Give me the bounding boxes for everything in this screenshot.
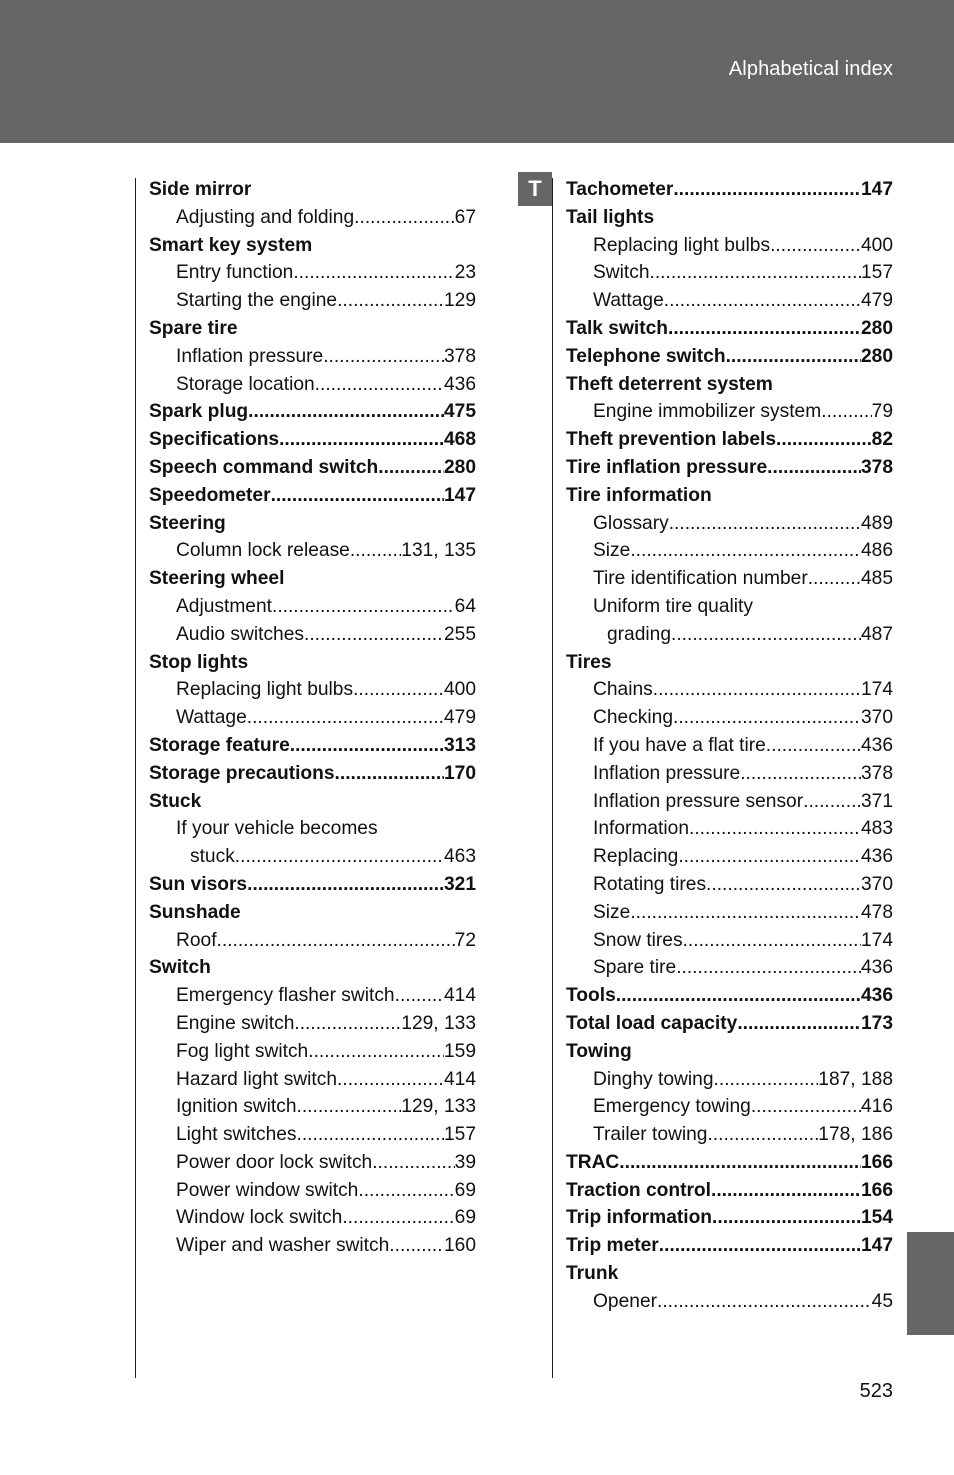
entry-term: Total load capacity <box>566 1012 738 1034</box>
dot-leader <box>726 343 861 371</box>
index-entry <box>566 426 893 454</box>
entry-term: Checking <box>593 707 673 729</box>
index-subentry <box>566 510 893 538</box>
dot-leader <box>630 537 861 565</box>
entry-page-number: 436 <box>443 373 476 395</box>
entry-page-number: 173 <box>860 1012 893 1034</box>
entry-term: Tire identification number <box>593 568 808 590</box>
index-entry <box>566 1232 893 1260</box>
index-subentry <box>566 259 893 287</box>
dot-leader <box>619 1149 861 1177</box>
index-subentry <box>149 371 476 399</box>
entry-page-number: 489 <box>860 512 893 534</box>
entry-term: Switch <box>593 262 650 284</box>
entry-term: Entry function <box>176 262 294 284</box>
entry-page-number: 436 <box>860 846 893 868</box>
dot-leader <box>766 732 861 760</box>
index-entry <box>566 1149 893 1177</box>
entry-page-number: 129, 133 <box>401 1096 476 1118</box>
entry-term: Trunk <box>566 1263 619 1285</box>
entry-page-number: 159 <box>443 1040 476 1062</box>
entry-page-number: 23 <box>454 262 476 284</box>
entry-term: Adjustment <box>176 595 272 617</box>
entry-term: Speech command switch <box>149 456 379 478</box>
dot-leader <box>706 871 861 899</box>
entry-page-number: 400 <box>860 234 893 256</box>
index-subentry <box>566 1093 893 1121</box>
index-entry <box>566 1010 893 1038</box>
index-entry <box>149 315 476 343</box>
dot-leader <box>272 593 455 621</box>
entry-page-number: 67 <box>454 206 476 228</box>
index-subentry <box>149 1038 476 1066</box>
thumb-index-tab <box>907 1232 954 1335</box>
dot-leader <box>290 732 444 760</box>
entry-term: Spare tire <box>593 957 677 979</box>
entry-page-number: 147 <box>860 1235 893 1257</box>
entry-term: Theft prevention labels <box>566 429 777 451</box>
entry-term: If you have a flat tire <box>593 734 766 756</box>
dot-leader <box>821 398 871 426</box>
entry-term: Inflation pressure <box>593 762 741 784</box>
entry-term: Trip meter <box>566 1235 659 1257</box>
entry-page-number: 414 <box>443 1068 476 1090</box>
index-entry <box>566 649 893 677</box>
dot-leader <box>271 482 444 510</box>
left-column-rule <box>135 178 136 1378</box>
section-letter-tab: T <box>518 172 552 206</box>
entry-page-number: 414 <box>443 985 476 1007</box>
index-subentry <box>566 871 893 899</box>
dot-leader <box>354 204 455 232</box>
index-entry <box>149 510 476 538</box>
entry-term: Wattage <box>176 707 247 729</box>
index-subentry <box>566 1066 893 1094</box>
entry-term: Emergency flasher switch <box>176 985 395 1007</box>
page-header-title: Alphabetical index <box>728 58 893 80</box>
entry-term: stuck <box>190 846 235 868</box>
dot-leader <box>304 621 444 649</box>
index-subentry <box>566 1121 893 1149</box>
entry-term: If your vehicle becomes <box>176 818 378 840</box>
entry-page-number: 487 <box>860 623 893 645</box>
entry-term: Theft deterrent system <box>566 373 773 395</box>
entry-term: Roof <box>176 929 217 951</box>
entry-page-number: 416 <box>860 1096 893 1118</box>
index-subentry <box>566 537 893 565</box>
entry-page-number: 280 <box>443 456 476 478</box>
entry-page-number: 45 <box>871 1290 893 1312</box>
entry-term: Towing <box>566 1040 632 1062</box>
index-entry <box>149 871 476 899</box>
entry-term: Tires <box>566 651 612 673</box>
header-band <box>0 0 954 143</box>
entry-page-number: 69 <box>454 1179 476 1201</box>
entry-term: Engine switch <box>176 1012 295 1034</box>
entry-term: grading <box>607 623 672 645</box>
dot-leader <box>673 704 861 732</box>
dot-leader <box>395 982 444 1010</box>
index-entry <box>566 176 893 204</box>
entry-page-number: 436 <box>860 734 893 756</box>
index-subentry <box>149 1149 476 1177</box>
index-subentry <box>149 1232 476 1260</box>
dot-leader <box>248 398 444 426</box>
entry-term: Fog light switch <box>176 1040 309 1062</box>
entry-term: Emergency towing <box>593 1096 751 1118</box>
entry-term: Power door lock switch <box>176 1151 373 1173</box>
index-subentry <box>149 1121 476 1149</box>
entry-page-number: 255 <box>443 623 476 645</box>
entry-term: Steering wheel <box>149 568 285 590</box>
dot-leader <box>247 871 444 899</box>
entry-page-number: 371 <box>860 790 893 812</box>
entry-page-number: 72 <box>454 929 476 951</box>
entry-term: Engine immobilizer system <box>593 401 822 423</box>
entry-page-number: 166 <box>860 1151 893 1173</box>
index-subentry <box>149 815 476 843</box>
entry-page-number: 321 <box>443 873 476 895</box>
entry-page-number: 378 <box>860 456 893 478</box>
index-entry <box>149 482 476 510</box>
index-subentry <box>149 343 476 371</box>
entry-page-number: 479 <box>443 707 476 729</box>
index-subentry <box>149 704 476 732</box>
entry-term: Stuck <box>149 790 202 812</box>
dot-leader <box>737 1010 861 1038</box>
index-subentry <box>149 843 476 871</box>
index-subentry <box>149 593 476 621</box>
entry-page-number: 436 <box>860 985 893 1007</box>
entry-page-number: 436 <box>860 957 893 979</box>
entry-page-number: 479 <box>860 290 893 312</box>
entry-term: Specifications <box>149 429 280 451</box>
entry-term: Speedometer <box>149 484 271 506</box>
entry-term: Traction control <box>566 1179 711 1201</box>
index-entry <box>149 398 476 426</box>
entry-page-number: 280 <box>860 317 893 339</box>
dot-leader <box>297 1121 444 1149</box>
entry-term: Switch <box>149 957 211 979</box>
dot-leader <box>676 954 861 982</box>
dot-leader <box>337 287 444 315</box>
dot-leader <box>650 259 861 287</box>
entry-term: Spark plug <box>149 401 249 423</box>
dot-leader <box>297 1093 402 1121</box>
page-number: 523 <box>859 1380 893 1402</box>
entry-page-number: 313 <box>443 734 476 756</box>
entry-term: Size <box>593 540 631 562</box>
entry-term: TRAC <box>566 1151 620 1173</box>
dot-leader <box>668 315 861 343</box>
index-subentry <box>566 232 893 260</box>
entry-term: Light switches <box>176 1124 297 1146</box>
entry-page-number: 485 <box>860 568 893 590</box>
index-subentry <box>149 204 476 232</box>
dot-leader <box>358 1177 454 1205</box>
entry-page-number: 69 <box>454 1207 476 1229</box>
index-subentry <box>149 1066 476 1094</box>
entry-page-number: 82 <box>871 429 893 451</box>
index-entry <box>149 454 476 482</box>
entry-term: Power window switch <box>176 1179 359 1201</box>
dot-leader <box>664 287 861 315</box>
entry-term: Tire information <box>566 484 712 506</box>
index-entry <box>566 371 893 399</box>
dot-leader <box>707 1121 818 1149</box>
index-entry <box>566 454 893 482</box>
index-subentry <box>566 565 893 593</box>
dot-leader <box>315 371 444 399</box>
index-column-left <box>149 176 476 1260</box>
index-subentry <box>566 815 893 843</box>
dot-leader <box>673 176 861 204</box>
index-subentry <box>149 982 476 1010</box>
entry-page-number: 157 <box>443 1124 476 1146</box>
dot-leader <box>294 1010 401 1038</box>
index-subentry <box>149 927 476 955</box>
dot-leader <box>653 676 861 704</box>
entry-term: Sunshade <box>149 901 241 923</box>
entry-page-number: 129 <box>443 290 476 312</box>
entry-page-number: 378 <box>443 345 476 367</box>
dot-leader <box>683 927 861 955</box>
entry-page-number: 131, 135 <box>401 540 476 562</box>
index-entry <box>149 954 476 982</box>
index-subentry <box>566 593 893 621</box>
index-subentry <box>566 732 893 760</box>
dot-leader <box>378 454 444 482</box>
entry-page-number: 187, 188 <box>818 1068 893 1090</box>
index-entry <box>566 482 893 510</box>
index-entry <box>149 649 476 677</box>
entry-term: Wiper and washer switch <box>176 1235 390 1257</box>
entry-term: Trip information <box>566 1207 713 1229</box>
entry-page-number: 170 <box>443 762 476 784</box>
dot-leader <box>678 843 861 871</box>
index-entry <box>566 1260 893 1288</box>
dot-leader <box>770 232 861 260</box>
entry-term: Tail lights <box>566 206 655 228</box>
entry-term: Storage feature <box>149 734 290 756</box>
entry-page-number: 378 <box>860 762 893 784</box>
right-column-rule <box>552 178 553 1378</box>
index-subentry <box>566 899 893 927</box>
index-subentry <box>149 259 476 287</box>
entry-page-number: 370 <box>860 707 893 729</box>
entry-page-number: 147 <box>860 179 893 200</box>
entry-page-number: 280 <box>860 345 893 367</box>
index-entry <box>149 732 476 760</box>
entry-term: Ignition switch <box>176 1096 297 1118</box>
dot-leader <box>235 843 444 871</box>
entry-page-number: 39 <box>454 1151 476 1173</box>
dot-leader <box>657 1288 872 1316</box>
entry-page-number: 486 <box>860 540 893 562</box>
index-entry <box>566 204 893 232</box>
entry-page-number: 160 <box>443 1235 476 1257</box>
entry-term: Window lock switch <box>176 1207 343 1229</box>
dot-leader <box>308 1038 444 1066</box>
dot-leader <box>279 426 444 454</box>
entry-term: Size <box>593 901 631 923</box>
entry-term: Steering <box>149 512 226 534</box>
dot-leader <box>247 704 444 732</box>
dot-leader <box>671 621 861 649</box>
entry-page-number: 463 <box>443 846 476 868</box>
dot-leader <box>342 1204 454 1232</box>
entry-term: Tachometer <box>566 179 674 200</box>
index-subentry <box>566 1288 893 1316</box>
entry-page-number: 174 <box>860 929 893 951</box>
dot-leader <box>335 760 444 788</box>
entry-page-number: 157 <box>860 262 893 284</box>
entry-term: Wattage <box>593 290 664 312</box>
index-subentry <box>149 1204 476 1232</box>
entry-term: Information <box>593 818 689 840</box>
entry-term: Glossary <box>593 512 669 534</box>
index-subentry <box>149 1177 476 1205</box>
entry-page-number: 475 <box>443 401 476 423</box>
entry-page-number: 370 <box>860 873 893 895</box>
index-entry <box>566 315 893 343</box>
dot-leader <box>659 1232 861 1260</box>
index-entry <box>149 788 476 816</box>
entry-term: Column lock release <box>176 540 350 562</box>
entry-page-number: 178, 186 <box>818 1124 893 1146</box>
dot-leader <box>217 927 455 955</box>
index-entry <box>149 176 476 204</box>
index-subentry <box>149 1093 476 1121</box>
index-subentry <box>566 760 893 788</box>
dot-leader <box>337 1066 444 1094</box>
entry-term: Storage precautions <box>149 762 335 784</box>
dot-leader <box>776 426 872 454</box>
dot-leader <box>323 343 444 371</box>
dot-leader <box>630 899 861 927</box>
dot-leader <box>669 510 861 538</box>
entry-page-number: 147 <box>443 484 476 506</box>
index-entry <box>566 343 893 371</box>
index-subentry <box>149 1010 476 1038</box>
index-subentry <box>149 537 476 565</box>
index-subentry <box>566 704 893 732</box>
entry-term: Sun visors <box>149 873 248 895</box>
index-entry <box>149 426 476 454</box>
entry-term: Telephone switch <box>566 345 726 367</box>
dot-leader <box>712 1204 861 1232</box>
index-subentry <box>149 621 476 649</box>
entry-term: Uniform tire quality <box>593 595 753 617</box>
dot-leader <box>293 259 454 287</box>
entry-page-number: 166 <box>860 1179 893 1201</box>
entry-term: Chains <box>593 679 653 701</box>
entry-term: Replacing light bulbs <box>593 234 771 256</box>
entry-page-number: 483 <box>860 818 893 840</box>
index-entry <box>566 982 893 1010</box>
entry-page-number: 174 <box>860 679 893 701</box>
index-subentry <box>149 287 476 315</box>
entry-term: Storage location <box>176 373 315 395</box>
entry-term: Hazard light switch <box>176 1068 338 1090</box>
entry-term: Smart key system <box>149 234 313 256</box>
index-subentry <box>566 954 893 982</box>
entry-term: Audio switches <box>176 623 304 645</box>
entry-term: Side mirror <box>149 179 252 200</box>
entry-page-number: 79 <box>871 401 893 423</box>
index-subentry <box>566 676 893 704</box>
entry-term: Dinghy towing <box>593 1068 714 1090</box>
dot-leader <box>372 1149 454 1177</box>
index-entry <box>149 760 476 788</box>
index-subentry <box>566 927 893 955</box>
index-subentry <box>566 621 893 649</box>
entry-term: Opener <box>593 1290 657 1312</box>
index-entry <box>149 899 476 927</box>
dot-leader <box>616 982 861 1010</box>
dot-leader <box>350 537 401 565</box>
dot-leader <box>714 1066 819 1094</box>
index-column-right <box>566 176 893 1316</box>
entry-term: Stop lights <box>149 651 249 673</box>
index-entry <box>566 1204 893 1232</box>
entry-term: Spare tire <box>149 317 238 339</box>
entry-page-number: 400 <box>443 679 476 701</box>
dot-leader <box>808 565 861 593</box>
entry-page-number: 129, 133 <box>401 1012 476 1034</box>
entry-page-number: 478 <box>860 901 893 923</box>
entry-term: Adjusting and folding <box>176 206 355 228</box>
dot-leader <box>751 1093 861 1121</box>
dot-leader <box>803 788 861 816</box>
index-subentry <box>566 287 893 315</box>
entry-page-number: 468 <box>443 429 476 451</box>
entry-term: Inflation pressure <box>176 345 324 367</box>
entry-term: Inflation pressure sensor <box>593 790 804 812</box>
entry-term: Replacing <box>593 846 679 868</box>
index-subentry <box>566 398 893 426</box>
dot-leader <box>711 1177 861 1205</box>
index-subentry <box>566 843 893 871</box>
entry-term: Trailer towing <box>593 1124 708 1146</box>
entry-term: Rotating tires <box>593 873 707 895</box>
entry-term: Tire inflation pressure <box>566 456 768 478</box>
entry-term: Tools <box>566 985 616 1007</box>
entry-term: Snow tires <box>593 929 683 951</box>
dot-leader <box>353 676 444 704</box>
entry-page-number: 64 <box>454 595 476 617</box>
dot-leader <box>689 815 861 843</box>
entry-term: Replacing light bulbs <box>176 679 354 701</box>
index-subentry <box>566 788 893 816</box>
entry-term: Starting the engine <box>176 290 338 312</box>
dot-leader <box>740 760 861 788</box>
index-entry <box>149 232 476 260</box>
entry-term: Talk switch <box>566 317 669 339</box>
dot-leader <box>389 1232 444 1260</box>
index-entry <box>566 1177 893 1205</box>
index-entry <box>566 1038 893 1066</box>
index-entry <box>149 565 476 593</box>
index-subentry <box>149 676 476 704</box>
dot-leader <box>767 454 861 482</box>
entry-page-number: 154 <box>860 1207 893 1229</box>
